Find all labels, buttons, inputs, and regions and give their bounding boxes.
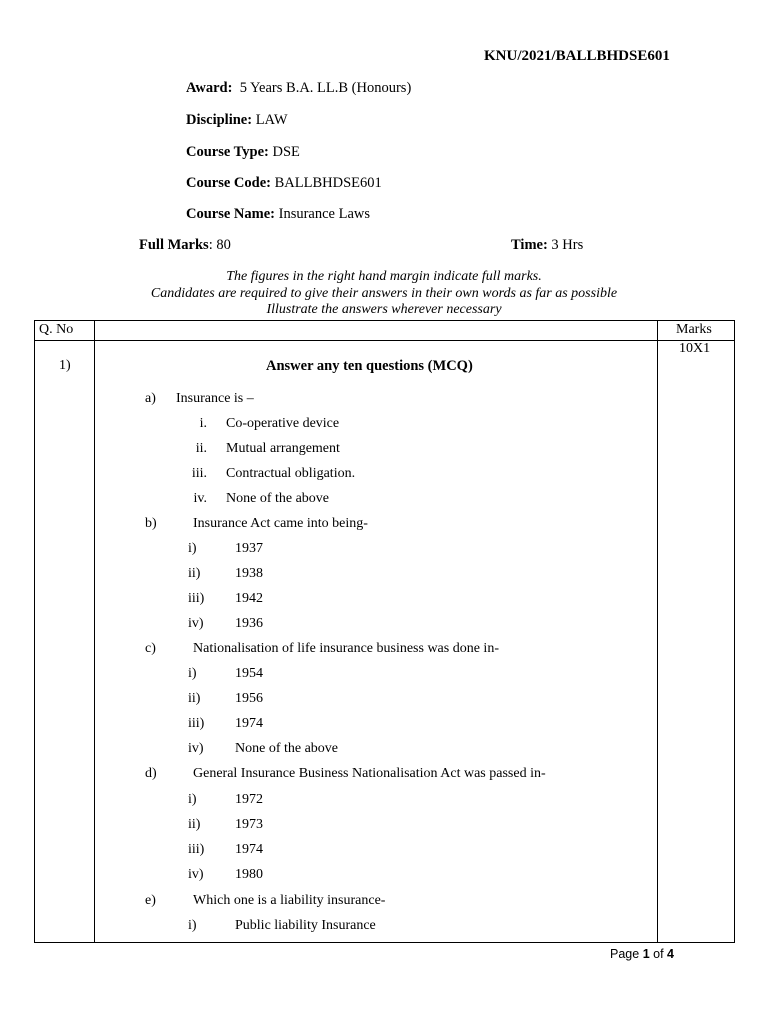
full-marks-value: : 80 xyxy=(208,237,231,253)
option-num: i) xyxy=(188,918,197,933)
option-num: iv) xyxy=(188,867,204,882)
page-number xyxy=(610,947,674,961)
option-num: ii) xyxy=(188,691,201,706)
paper-code: KNU/2021/BALLBHDSE601 xyxy=(484,48,670,64)
option-text: 1980 xyxy=(235,867,263,882)
instruction-2: Candidates are required to give their answers in their own words as far as possible xyxy=(150,286,618,301)
award-line xyxy=(186,80,411,97)
mcq-label-b: b) xyxy=(145,516,157,531)
option-num: ii. xyxy=(195,441,207,456)
question-table xyxy=(34,320,735,943)
course-type-label: Course Type: xyxy=(186,144,269,160)
course-name-value: Insurance Laws xyxy=(278,206,371,222)
instruction-3: Illustrate the answers wherever necessary xyxy=(266,302,502,317)
option-num: ii) xyxy=(188,817,201,832)
course-type-line xyxy=(186,144,300,161)
time-label: Time: xyxy=(511,237,548,253)
mcq-text-e: Which one is a liability insurance- xyxy=(193,893,386,908)
page-of: of xyxy=(653,947,664,961)
option-num: iii. xyxy=(191,466,207,481)
mcq-label-d: d) xyxy=(145,766,157,781)
option-num: iv. xyxy=(193,491,207,506)
course-code-value: BALLBHDSE601 xyxy=(274,175,382,191)
course-code-label: Course Code: xyxy=(186,175,271,191)
time-value: 3 Hrs xyxy=(551,237,584,253)
mcq-text-d: General Insurance Business Nationalisation Act was passed in- xyxy=(193,766,546,781)
discipline-value: LAW xyxy=(255,112,288,128)
option-num: iii) xyxy=(188,591,205,606)
option-text: None of the above xyxy=(226,491,330,506)
mcq-label-a: a) xyxy=(145,391,156,406)
option-text: None of the above xyxy=(235,741,339,756)
option-text: Public liability Insurance xyxy=(235,918,376,933)
option-num: iv) xyxy=(188,616,204,631)
mcq-text-a: Insurance is – xyxy=(176,391,254,406)
page-word: Page xyxy=(610,947,640,961)
option-num: iii) xyxy=(188,716,205,731)
option-num: i) xyxy=(188,541,197,556)
course-code-line xyxy=(186,175,382,192)
full-marks xyxy=(139,237,231,254)
option-num: iv) xyxy=(188,741,204,756)
mcq-text-b: Insurance Act came into being- xyxy=(193,516,368,531)
option-num: i) xyxy=(188,666,197,681)
mcq-label-c: c) xyxy=(145,641,156,656)
option-text: Mutual arrangement xyxy=(226,441,340,456)
option-num: i. xyxy=(199,416,207,431)
column-divider xyxy=(657,321,658,942)
award-value: 5 Years B.A. LL.B (Honours) xyxy=(239,80,412,96)
award-label: Award: xyxy=(186,80,233,96)
option-num: iii) xyxy=(188,842,205,857)
time-allowed xyxy=(511,237,583,254)
course-name-line xyxy=(186,206,370,223)
option-num: ii) xyxy=(188,566,201,581)
mcq-label-e: e) xyxy=(145,893,156,908)
option-text: 1954 xyxy=(235,666,263,681)
page-total: 4 xyxy=(667,947,674,961)
full-marks-label: Full Marks xyxy=(139,237,209,253)
course-name-label: Course Name: xyxy=(186,206,275,222)
question-title: Answer any ten questions (MCQ) xyxy=(266,358,473,374)
option-num: i) xyxy=(188,792,197,807)
option-text: Co-operative device xyxy=(226,416,340,431)
course-type-value: DSE xyxy=(272,144,300,160)
option-text: 1973 xyxy=(235,817,263,832)
option-text: 1956 xyxy=(235,691,263,706)
question-marks: 10X1 xyxy=(679,341,711,356)
page-current: 1 xyxy=(642,947,650,961)
col-header-qno: Q. No xyxy=(39,322,74,337)
option-text: 1937 xyxy=(235,541,263,556)
header-divider xyxy=(35,340,734,341)
option-text: 1974 xyxy=(235,842,263,857)
column-divider xyxy=(94,321,95,942)
option-text: 1936 xyxy=(235,616,263,631)
option-text: 1942 xyxy=(235,591,263,606)
option-text: 1972 xyxy=(235,792,263,807)
option-text: Contractual obligation. xyxy=(226,466,356,481)
option-text: 1938 xyxy=(235,566,263,581)
discipline-label: Discipline: xyxy=(186,112,253,128)
option-text: 1974 xyxy=(235,716,263,731)
mcq-text-c: Nationalisation of life insurance business was done in- xyxy=(193,641,499,656)
discipline-line xyxy=(186,112,288,129)
question-number: 1) xyxy=(59,358,71,373)
col-header-marks: Marks xyxy=(676,322,712,337)
instruction-1: The figures in the right hand margin indicate full marks. xyxy=(226,269,542,284)
